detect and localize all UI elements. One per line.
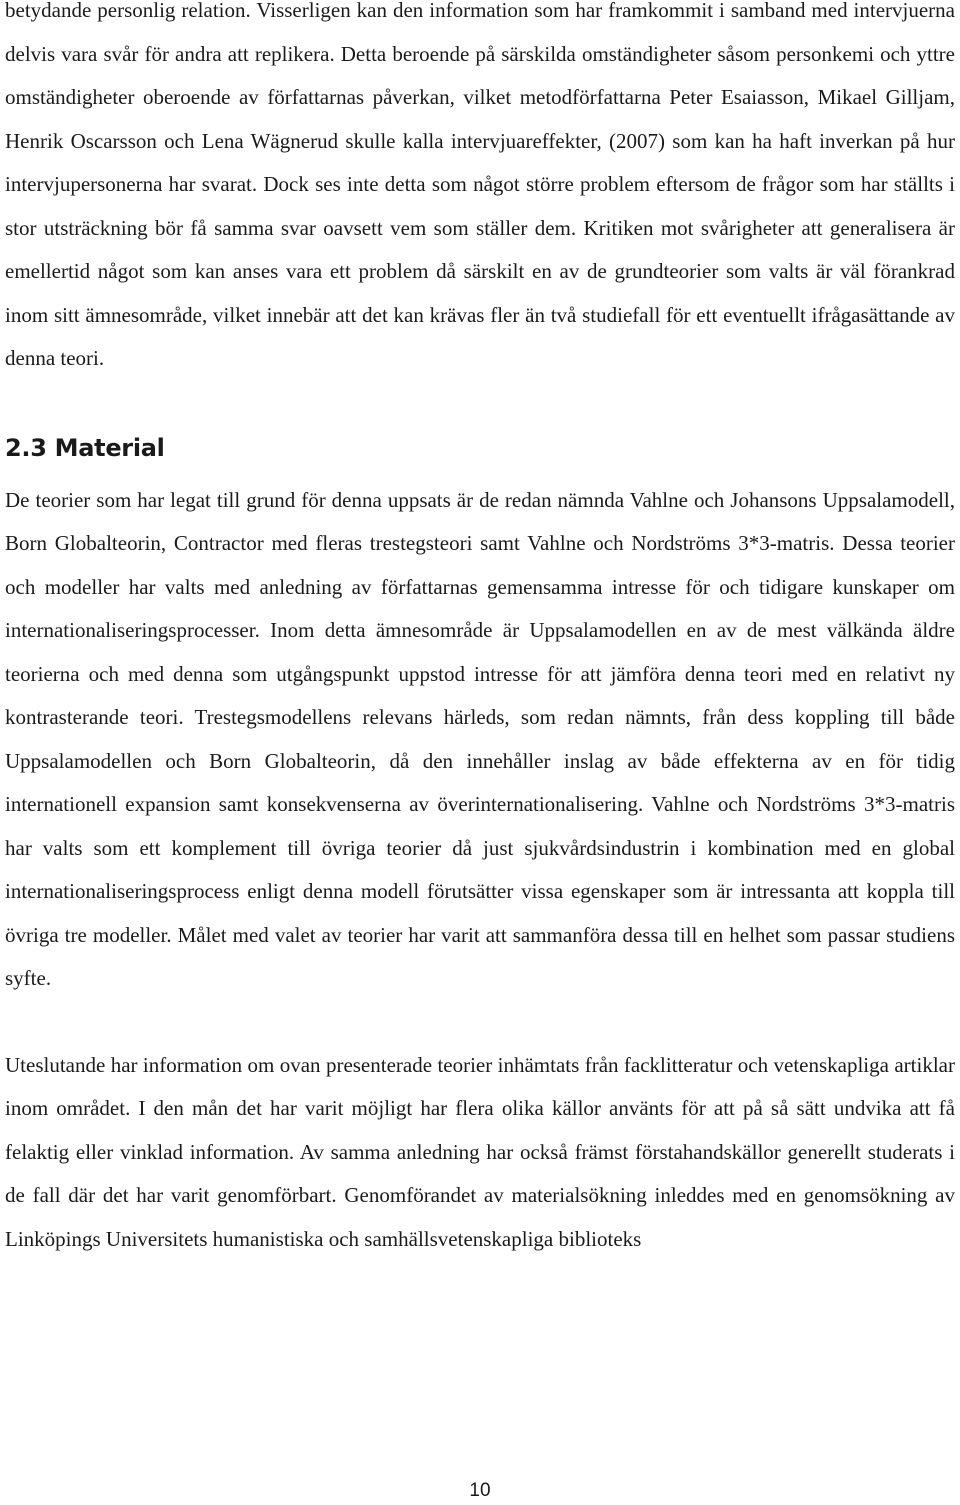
body-paragraph-material: De teorier som har legat till grund för denna uppsats är de redan nämnda Vahlne och Johansons Uppsalamodell, Born Globalteorin, Contractor med fleras trestegsteori samt Vahlne och Nordströms 3*3-matris. Dessa teorier och modeller har valts med anledning av författarnas gemensamma intresse för och tidigare kunskaper om internationaliseringsprocesser. Inom detta ämnesområde är Uppsalamodellen en av de mest välkända äldre teorierna och med denna som utgångspunkt uppstod intresse för att jämföra denna teori med en relativt ny kontrasterande teori. Trestegsmodellens relevans härleds, som redan nämnts, från dess koppling till både Uppsalamodellen och Born Globalteorin, då den innehåller inslag av både effekterna av en för tidig internationell expansion samt konsekvenserna av överinternationalisering. Vahlne och Nordströms 3*3-matris har valts som ett komplement till övriga teorier då just sjukvårdsindustrin i kombination med en global internationaliseringsprocess enligt denna modell förutsätter vissa egenskaper som är intressanta att koppla till övriga tre modeller. Målet med valet av teorier har varit att sammanföra dessa till en helhet som passar studiens syfte. — [5, 487, 955, 990]
body-paragraph-continued: betydande personlig relation. Visserligen kan den information som har framkommit i samband med intervjuerna delvis vara svår för andra att replikera. Detta beroende på särskilda omständigheter såsom personkemi och yttre omständigheter oberoende av författarnas påverkan, vilket metodförfattarna Peter Esaiasson, Mikael Gilljam, Henrik Oscarsson och Lena Wägnerud skulle kalla intervjuareffekter, (2007) som kan ha haft inverkan på hur intervjupersonerna har svarat. Dock ses inte detta som något större problem eftersom de frågor som har ställts i stor utsträckning bör få samma svar oavsett vem som ställer dem. Kritiken mot svårigheter att generalisera är emellertid något som kan anses vara ett problem då särskilt en av de grundteorier som valts är väl förankrad inom sitt ämnesområde, vilket innebär att det kan krävas fler än två studiefall för ett eventuellt ifrågasättande av denna teori. — [5, 0, 955, 370]
body-paragraph-sources: Uteslutande har information om ovan presenterade teorier inhämtats från facklitteratur och vetenskapliga artiklar inom området. I den mån det har varit möjligt har flera olika källor använts för att på så sätt undvika att få felaktig eller vinklad information. Av samma anledning har också främst förstahandskällor generellt studerats i de fall där det har varit genomförbart. Genomförandet av materialsökning inleddes med en genomsökning av Linköpings Universitets humanistiska och samhällsvetenskapliga biblioteks — [5, 1052, 955, 1251]
heading-spacer — [5, 468, 955, 479]
page-number: 10 — [469, 1480, 491, 1501]
paragraph-gap — [5, 1001, 955, 1044]
section-heading: 2.3 Material — [5, 433, 165, 462]
document-page — [5, 0, 955, 1261]
